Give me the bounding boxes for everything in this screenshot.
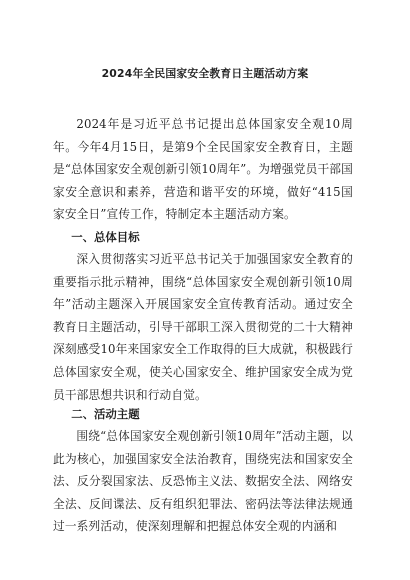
section-1-paragraph-block	[53, 248, 353, 406]
document-title: 2024年全民国家安全教育日主题活动方案	[101, 67, 309, 80]
section-1-paragraph: 深入贯彻落实习近平总书记关于加强国家安全教育的重要指示批示精神，围绕“总体国家安全观创新引领10周年”活动主题深入开展国家安全宣传教育活动。通过安全教育日主题活动，引导干部职工深入贯彻党的二十大精神深刻感受10年来国家安全工作取得的巨大成就，积极践行总体国家安全观，使关心国家安全、维护国家安全成为党员干部思想共识和行动自觉。	[53, 252, 353, 402]
section-2-paragraph-block	[53, 425, 353, 538]
section-2-paragraph: 围绕“总体国家安全观创新引领10周年”活动主题，以此为核心，加强国家安全法治教育，围绕宪法和国家安全法、反分裂国家法、反恐怖主义法、数据安全法、网络安全法、反间谍法、反有组织犯罪法、密码法等法律法规通过一系列活动，使深刻理解和把握总体安全观的内涵和	[53, 429, 353, 534]
intro-paragraph-block	[53, 113, 353, 226]
section-2-heading: 二、活动主题	[71, 407, 140, 421]
section-1-heading: 一、总体目标	[71, 230, 140, 244]
section-1-heading-block	[53, 226, 353, 249]
section-2-heading-block	[53, 403, 353, 426]
intro-paragraph: 2024年是习近平总书记提出总体国家安全观10周年。今年4月15日，是第9个全民国家安全教育日，主题是“总体国家安全观创新引领10周年”。为增强党员干部国家安全意识和素养，营造和谐平安的环境，做好“415国家安全日”宣传工作，特制定本主题活动方案。	[53, 117, 353, 222]
